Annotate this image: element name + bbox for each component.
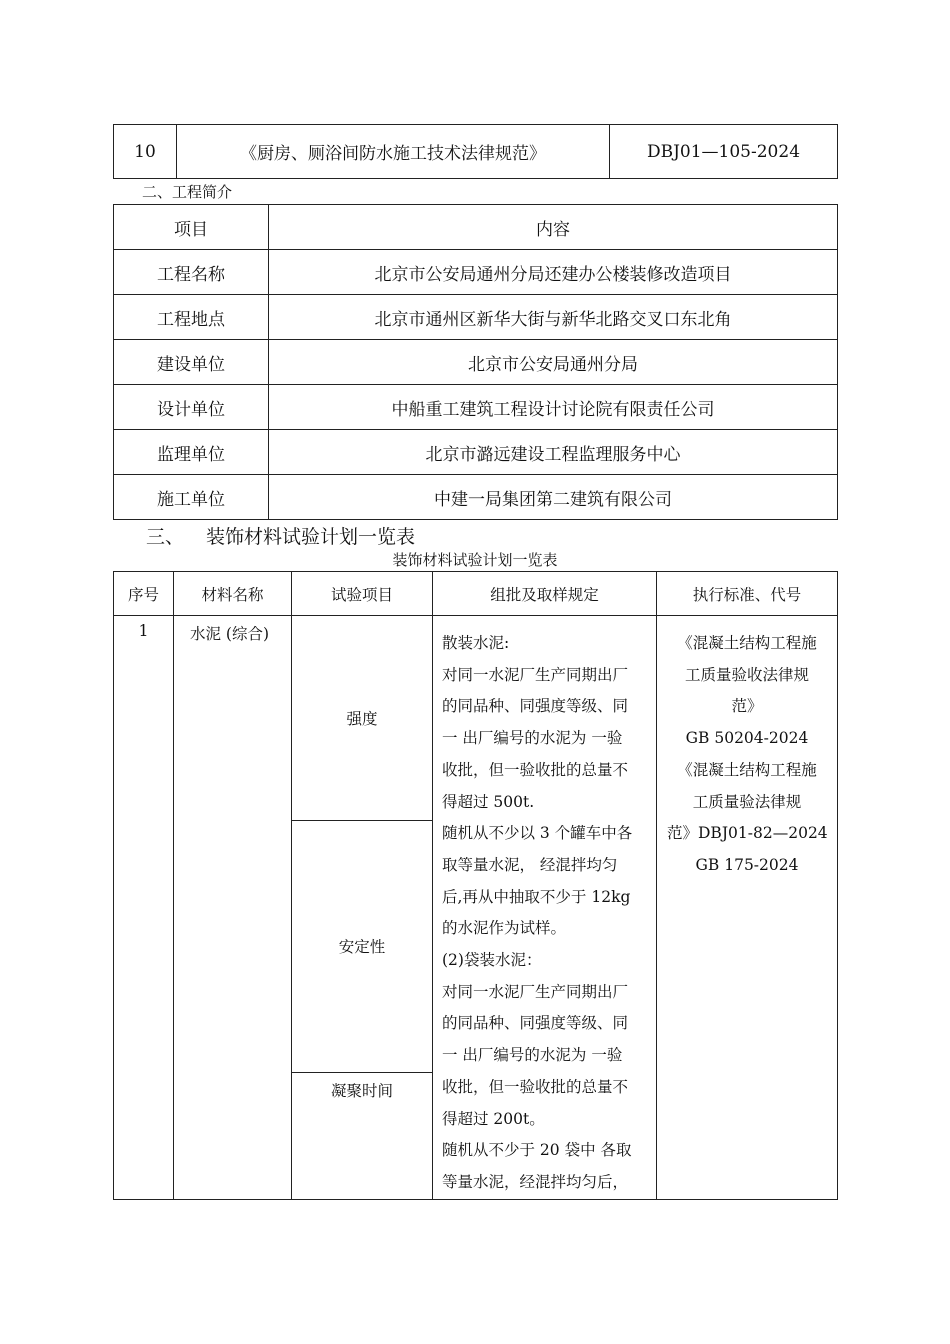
text-line: 后,再从中抽取不少于 12kg — [442, 887, 631, 906]
sampling-rules — [433, 616, 657, 1200]
text-line: 收批，但一验收批的总量不 — [442, 760, 629, 779]
header-cell: 组批及取样规定 — [433, 572, 657, 616]
standard-name: 《厨房、厕浴间防水施工技术法律规范》 — [177, 125, 610, 179]
header-cell: 执行标准、代号 — [657, 572, 838, 616]
row-value: 北京市潞远建设工程监理服务中心 — [269, 430, 838, 475]
table-row — [114, 385, 838, 430]
text-line: 工质量验收法律规 — [684, 665, 809, 684]
text-line: 随机从不少以 3 个罐车中各 — [442, 824, 633, 843]
test-item: 强度 — [292, 616, 433, 821]
text-line: 得超过 200t。 — [442, 1109, 545, 1128]
table-row — [114, 616, 838, 821]
row-value: 中船重工建筑工程设计讨论院有限责任公司 — [269, 385, 838, 430]
sampling-rules-text — [433, 616, 656, 1199]
header-cell: 试验项目 — [292, 572, 433, 616]
text-line: (2)袋装水泥： — [442, 951, 542, 970]
text-line: 《混凝土结构工程施 — [677, 760, 817, 779]
section-title: 装饰材料试验计划一览表 — [206, 526, 416, 548]
intro-heading: 二、工程简介 — [142, 183, 233, 201]
row-value: 中建一局集团第二建筑有限公司 — [269, 475, 838, 520]
text-line: 取等量水泥， 经混拌均匀 — [442, 855, 618, 874]
test-item: 安定性 — [292, 821, 433, 1073]
row-value: 北京市公安局通州分局还建办公楼装修改造项目 — [269, 250, 838, 295]
table-row — [114, 295, 838, 340]
table-row — [114, 250, 838, 295]
text-line: 得超过 500t. — [442, 792, 535, 811]
row-value: 北京市通州区新华大街与新华北路交叉口东北角 — [269, 295, 838, 340]
row-value: 北京市公安局通州分局 — [269, 340, 838, 385]
execution-standard — [657, 616, 838, 1200]
header-cell: 序号 — [114, 572, 174, 616]
text-line: 范》DBJ01-82—2024 — [667, 824, 828, 843]
row-label: 设计单位 — [114, 385, 269, 430]
execution-standard-text — [657, 616, 837, 882]
text-line: 一 出厂编号的水泥为 一验 — [442, 1046, 623, 1065]
row-number: 1 — [114, 616, 174, 1200]
text-line: 的同品种、同强度等级、同 — [442, 697, 629, 716]
table-row — [114, 475, 838, 520]
test-item: 凝聚时间 — [292, 1072, 433, 1199]
text-line: GB 175-2024 — [695, 855, 799, 874]
header-item: 项目 — [114, 205, 269, 250]
row-label: 工程地点 — [114, 295, 269, 340]
row-label: 建设单位 — [114, 340, 269, 385]
material-name: 水泥 (综合) — [174, 616, 292, 1200]
table-row — [114, 430, 838, 475]
text-line: 对同一水泥厂生产同期出厂 — [442, 982, 629, 1001]
text-line: 的水泥作为试样。 — [442, 919, 567, 938]
table-header-row — [114, 572, 838, 616]
text-line: 等量水泥，经混拌均匀后， — [442, 1172, 629, 1191]
header-cell: 材料名称 — [174, 572, 292, 616]
table-caption: 装饰材料试验计划一览表 — [392, 551, 558, 569]
text-line: 范》 — [731, 697, 763, 716]
test-plan-table — [113, 571, 838, 1200]
text-line: 收批，但一验收批的总量不 — [442, 1077, 629, 1096]
header-content: 内容 — [269, 205, 838, 250]
project-intro-table — [113, 204, 838, 520]
table-row — [114, 125, 838, 179]
row-label: 监理单位 — [114, 430, 269, 475]
standard-number: 10 — [114, 125, 177, 179]
text-line: 散装水泥: — [442, 634, 510, 652]
text-line: 一 出厂编号的水泥为 一验 — [442, 729, 623, 748]
row-label: 工程名称 — [114, 250, 269, 295]
table-row — [114, 340, 838, 385]
text-line: 对同一水泥厂生产同期出厂 — [442, 665, 629, 684]
section-heading — [146, 522, 415, 549]
table-header-row — [114, 205, 838, 250]
text-line: 的同品种、同强度等级、同 — [442, 1014, 629, 1033]
text-line: 随机从不少于 20 袋中 各取 — [442, 1141, 632, 1160]
row-label: 施工单位 — [114, 475, 269, 520]
text-line: 工质量验法律规 — [692, 792, 802, 811]
text-line: GB 50204-2024 — [685, 729, 809, 748]
text-line: 《混凝土结构工程施 — [677, 634, 817, 652]
standard-code: DBJ01—105-2024 — [610, 125, 838, 179]
standards-table — [113, 124, 838, 179]
section-number: 三、 — [146, 526, 185, 548]
